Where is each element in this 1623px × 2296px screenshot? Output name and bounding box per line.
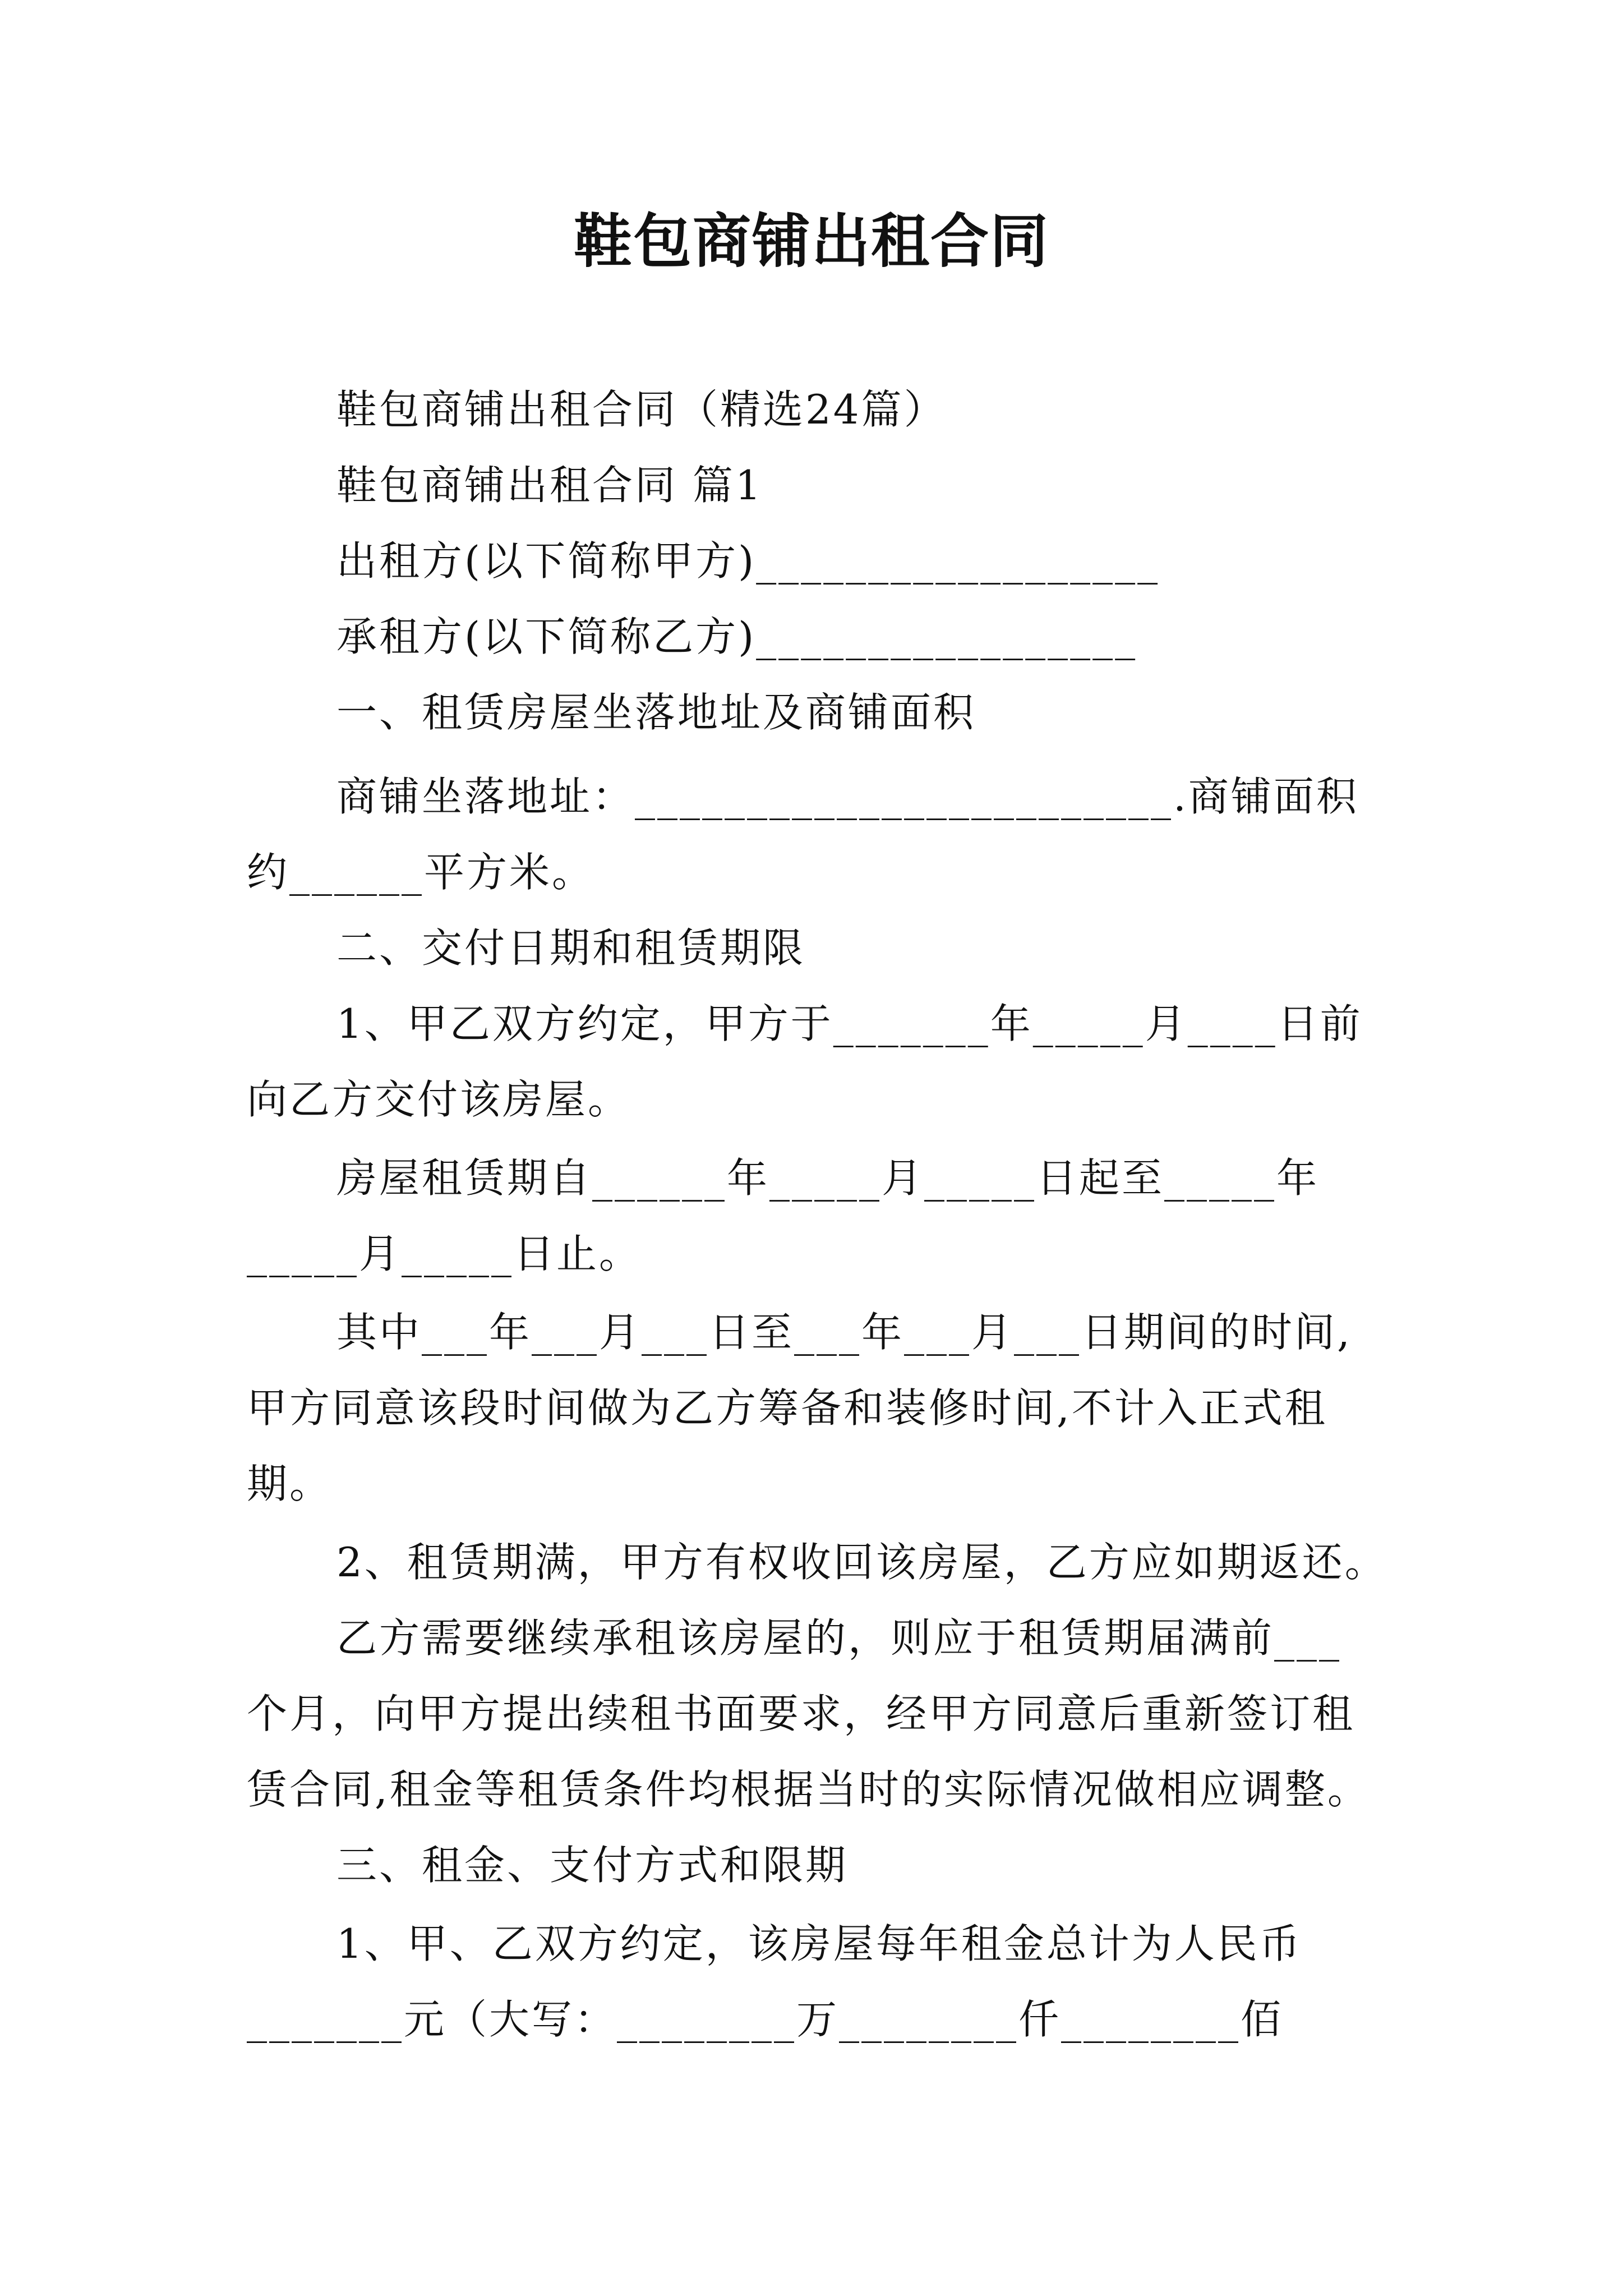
paragraph-line: 甲方同意该段时间做为乙方筹备和装修时间,不计入正式租 bbox=[247, 1384, 1327, 1432]
clause-heading-3: 三、租金、支付方式和限期 bbox=[336, 1842, 849, 1889]
lessor-line: 出租方(以下简称甲方)__________________ bbox=[336, 537, 1160, 585]
subtitle-line: 鞋包商铺出租合同（精选24篇） bbox=[336, 386, 947, 433]
document-title: 鞋包商铺出租合同 bbox=[573, 206, 1049, 275]
paragraph-line: 房屋租赁期自______年_____月_____日起至_____年 bbox=[336, 1154, 1320, 1202]
lessee-line: 承租方(以下简称乙方)_________________ bbox=[336, 613, 1138, 660]
paragraph-line: 赁合同,租金等租赁条件均根据当时的实际情况做相应调整。 bbox=[247, 1766, 1370, 1813]
paragraph-line: 乙方需要继续承租该房屋的，则应于租赁期届满前___ bbox=[336, 1614, 1342, 1662]
paragraph-line: 约______平方米。 bbox=[247, 849, 595, 896]
paragraph-line: 个月，向甲方提出续租书面要求，经甲方同意后重新签订租 bbox=[247, 1690, 1355, 1737]
section-heading-line: 鞋包商铺出租合同 篇1 bbox=[336, 462, 763, 509]
paragraph-line: 1、甲乙双方约定，甲方于_______年_____月____日前 bbox=[336, 1000, 1363, 1047]
paragraph-line: 1、甲、乙双方约定，该房屋每年租金总计为人民币 bbox=[336, 1920, 1302, 1967]
paragraph-line: 2、租赁期满，甲方有权收回该房屋，乙方应如期返还。 bbox=[336, 1539, 1387, 1586]
paragraph-line: _____月_____日止。 bbox=[247, 1230, 642, 1277]
paragraph-line: _______元（大写：________万________仟________佰 bbox=[247, 1996, 1284, 2043]
paragraph-line: 期。 bbox=[247, 1460, 333, 1507]
clause-heading-2: 二、交付日期和租赁期限 bbox=[336, 924, 806, 972]
clause-heading-1: 一、租赁房屋坐落地址及商铺面积 bbox=[336, 689, 976, 736]
paragraph-line: 其中___年___月___日至___年___月___日期间的时间, bbox=[336, 1309, 1352, 1356]
paragraph-line: 商铺坐落地址：________________________.商铺面积 bbox=[336, 773, 1359, 820]
paragraph-line: 向乙方交付该房屋。 bbox=[247, 1076, 631, 1123]
